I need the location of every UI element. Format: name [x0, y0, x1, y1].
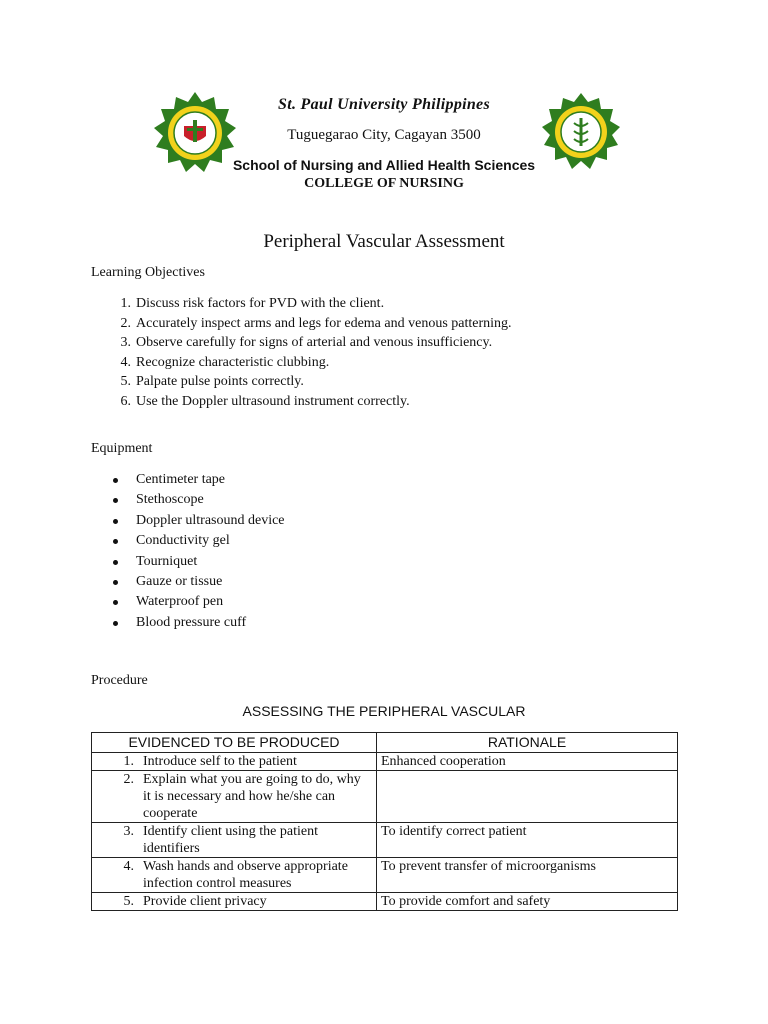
bullet-icon [113, 600, 118, 605]
rationale-cell: Enhanced cooperation [377, 753, 678, 771]
item-text: Blood pressure cuff [136, 614, 247, 630]
university-address: Tuguegarao City, Cagayan 3500 [287, 127, 481, 143]
list-item [91, 470, 285, 490]
step-text: Introduce self to the patient [143, 754, 297, 769]
table-row [92, 771, 678, 823]
item-number: 6. [120, 393, 131, 409]
column-header-evidence: EVIDENCED TO BE PRODUCED [92, 733, 377, 753]
item-number: 3. [120, 335, 131, 350]
step-cell [92, 858, 377, 893]
item-text: Use the Doppler ultrasound instrument correctly. [136, 393, 410, 409]
objectives-list [91, 294, 512, 411]
table-row [92, 823, 678, 858]
item-text: Discuss risk factors for PVD with the client. [136, 296, 385, 311]
table-header-row [92, 733, 678, 753]
item-text: Doppler ultrasound device [136, 512, 285, 528]
item-text: Accurately inspect arms and legs for edema and venous patterning. [136, 315, 512, 331]
step-text: Wash hands and observe appropriate infection control measures [143, 859, 348, 891]
school-name: School of Nursing and Allied Health Sciences [232, 157, 536, 173]
item-text: Waterproof pen [136, 594, 224, 610]
bullet-icon [113, 580, 118, 585]
list-item [91, 294, 512, 314]
objectives-heading: Learning Objectives [91, 265, 205, 280]
bullet-icon [113, 560, 118, 565]
step-text: Identify client using the patient identifiers [143, 824, 318, 856]
procedure-heading: Procedure [91, 673, 148, 688]
equipment-list [91, 470, 285, 633]
step-number: 3. [123, 824, 134, 839]
rationale-cell: To prevent transfer of microorganisms [377, 858, 678, 893]
item-number: 2. [120, 315, 131, 331]
item-number: 5. [120, 374, 131, 389]
rationale-cell: To provide comfort and safety [377, 893, 678, 911]
list-item [91, 353, 512, 373]
list-item [91, 333, 512, 353]
document-title: Peripheral Vascular Assessment [263, 231, 505, 252]
item-text: Tourniquet [136, 553, 198, 569]
rationale-cell [377, 771, 678, 823]
step-text: Explain what you are going to do, why it is necessary and how he/she can cooperate [143, 772, 361, 821]
procedure-table [91, 732, 678, 911]
list-item [91, 572, 285, 592]
step-number: 5. [123, 894, 134, 909]
item-number: 1. [120, 296, 131, 311]
rationale-cell: To identify correct patient [377, 823, 678, 858]
list-item [91, 392, 512, 412]
item-text: Conductivity gel [136, 533, 230, 549]
step-cell [92, 823, 377, 858]
bullet-icon [113, 621, 118, 626]
column-header-rationale: RATIONALE [377, 733, 678, 753]
table-row [92, 753, 678, 771]
bullet-icon [113, 519, 118, 524]
list-item [91, 511, 285, 531]
bullet-icon [113, 478, 118, 483]
list-item [91, 531, 285, 551]
item-text: Stethoscope [136, 492, 204, 508]
step-cell [92, 753, 377, 771]
bullet-icon [113, 498, 118, 503]
table-title: ASSESSING THE PERIPHERAL VASCULAR [242, 703, 526, 719]
college-name: COLLEGE OF NURSING [304, 176, 464, 191]
step-text: Provide client privacy [143, 894, 267, 909]
step-cell [92, 893, 377, 911]
list-item [91, 372, 512, 392]
step-number: 1. [123, 754, 134, 769]
table-row [92, 858, 678, 893]
table-row [92, 893, 678, 911]
list-item [91, 314, 512, 334]
equipment-heading: Equipment [91, 441, 153, 456]
step-number: 4. [123, 859, 134, 874]
item-text: Observe carefully for signs of arterial and venous insufficiency. [136, 335, 493, 350]
item-text: Gauze or tissue [136, 574, 223, 590]
list-item [91, 552, 285, 572]
item-text: Recognize characteristic clubbing. [136, 354, 330, 370]
university-name: St. Paul University Philippines [278, 96, 490, 113]
step-cell [92, 771, 377, 823]
item-text: Centimeter tape [136, 472, 226, 487]
list-item [91, 592, 285, 612]
list-item [91, 490, 285, 510]
bullet-icon [113, 539, 118, 544]
item-text: Palpate pulse points correctly. [136, 374, 304, 389]
step-number: 2. [123, 772, 134, 787]
list-item [91, 613, 285, 633]
item-number: 4. [120, 354, 131, 370]
